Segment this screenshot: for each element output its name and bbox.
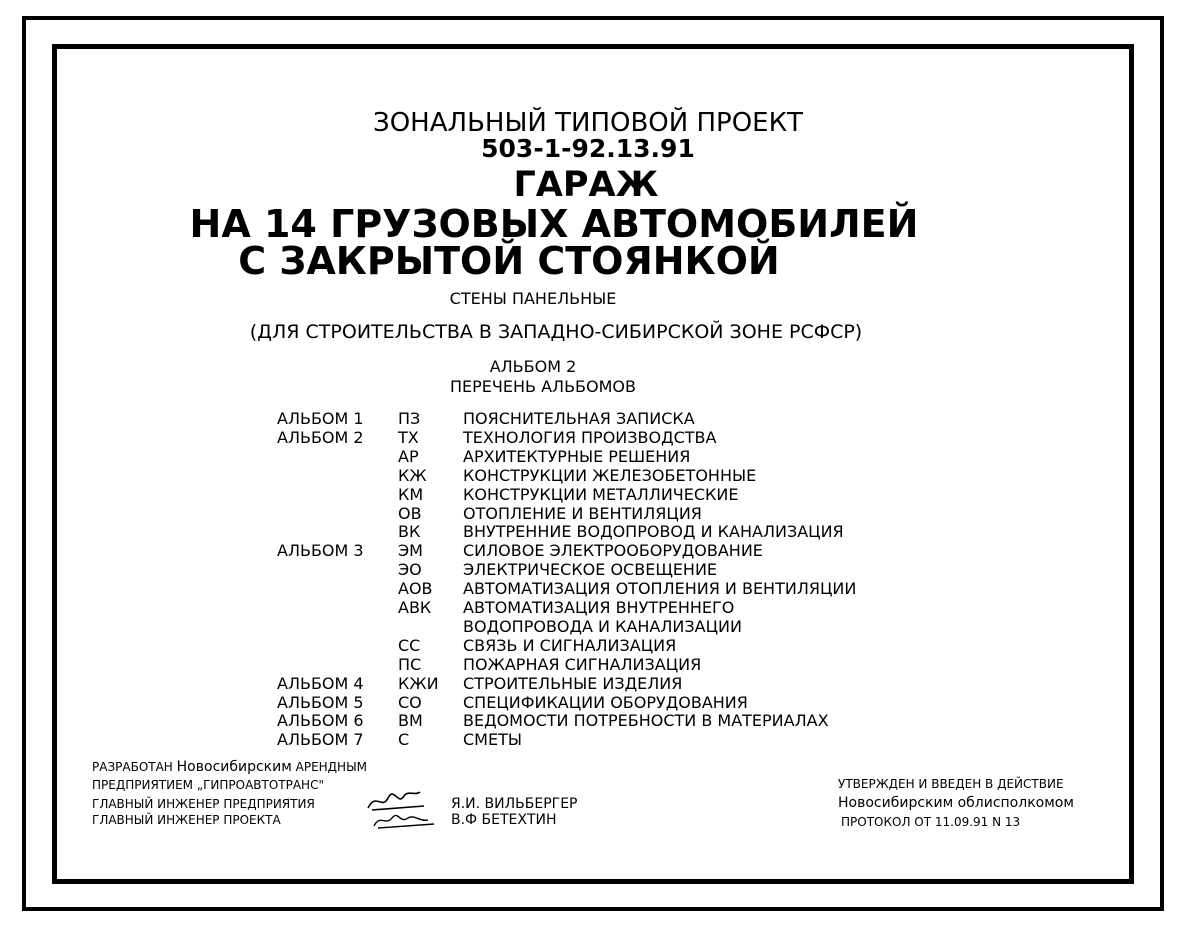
page-title: ГАРАЖ xyxy=(513,165,659,205)
chief-engineer-enterprise: ГЛАВНЫЙ ИНЖЕНЕР ПРЕДПРИЯТИЯ xyxy=(92,797,315,811)
table-row xyxy=(0,560,1184,579)
name-cell: ЭЛЕКТРИЧЕСКОЕ ОСВЕЩЕНИЕ xyxy=(463,560,718,580)
developed-org: Новосибирским xyxy=(176,759,292,775)
album-list-title: ПЕРЕЧЕНЬ АЛЬБОМОВ xyxy=(450,377,636,396)
code-cell: ПЗ xyxy=(398,409,421,428)
code-cell: ОВ xyxy=(398,503,422,523)
album-cell: АЛЬБОМ 7 xyxy=(277,730,364,750)
name-cell: ПОЯСНИТЕЛЬНАЯ ЗАПИСКА xyxy=(463,409,695,428)
table-row xyxy=(0,730,1184,749)
code-cell: ПС xyxy=(398,654,422,674)
name-cell: ВНУТРЕННИЕ ВОДОПРОВОД И КАНАЛИЗАЦИЯ xyxy=(463,522,844,542)
table-row xyxy=(0,522,1184,541)
title-line-3: С ЗАКРЫТОЙ СТОЯНКОЙ xyxy=(238,239,780,283)
enterprise-line: ПРЕДПРИЯТИЕМ „ГИПРОАВТОТРАНС" xyxy=(92,778,324,792)
code-cell: КЖИ xyxy=(398,673,439,693)
name-cell: ВОДОПРОВОДА И КАНАЛИЗАЦИИ xyxy=(463,616,742,636)
album-cell: АЛЬБОМ 2 xyxy=(277,427,364,447)
table-row xyxy=(0,617,1184,636)
protocol-line: ПРОТОКОЛ ОТ 11.09.91 N 13 xyxy=(841,815,1021,829)
project-type: ЗОНАЛЬНЫЙ ТИПОВОЙ ПРОЕКТ xyxy=(373,108,803,138)
album-cell: АЛЬБОМ 5 xyxy=(277,692,364,712)
name-cell: АВТОМАТИЗАЦИЯ ОТОПЛЕНИЯ И ВЕНТИЛЯЦИИ xyxy=(463,579,857,599)
album-cell: АЛЬБОМ 6 xyxy=(277,711,364,731)
table-row xyxy=(0,409,1184,428)
code-cell: АОВ xyxy=(398,579,433,599)
project-code: 503-1-92.13.91 xyxy=(481,134,695,163)
name-cell: СВЯЗЬ И СИГНАЛИЗАЦИЯ xyxy=(463,635,677,655)
signatures-image xyxy=(364,786,440,830)
developed-suffix: АРЕНДНЫМ xyxy=(295,760,368,774)
developed-line xyxy=(92,760,367,774)
table-row xyxy=(0,579,1184,598)
approving-authority: Новосибирским облисполкомом xyxy=(838,795,1074,811)
code-cell: ЭМ xyxy=(398,541,423,561)
name-cell: СТРОИТЕЛЬНЫЕ ИЗДЕЛИЯ xyxy=(463,673,683,693)
code-cell: СО xyxy=(398,692,422,712)
title-line-2: НА 14 ГРУЗОВЫХ АВТОМОБИЛЕЙ xyxy=(189,202,919,246)
album-cell: АЛЬБОМ 4 xyxy=(277,673,364,693)
code-cell: ВМ xyxy=(398,711,423,731)
chief-engineer-project-name: В.Ф БЕТЕХТИН xyxy=(451,812,557,828)
table-row xyxy=(0,447,1184,466)
name-cell: СПЕЦИФИКАЦИИ ОБОРУДОВАНИЯ xyxy=(463,692,748,712)
approved-line: УТВЕРЖДЕН И ВВЕДЕН В ДЕЙСТВИЕ xyxy=(838,777,1064,791)
table-row xyxy=(0,674,1184,693)
name-cell: ОТОПЛЕНИЕ И ВЕНТИЛЯЦИЯ xyxy=(463,503,702,523)
name-cell: СИЛОВОЕ ЭЛЕКТРООБОРУДОВАНИЕ xyxy=(463,541,763,561)
table-row xyxy=(0,636,1184,655)
name-cell: АРХИТЕКТУРНЫЕ РЕШЕНИЯ xyxy=(463,446,691,466)
album-number: АЛЬБОМ 2 xyxy=(489,357,577,376)
code-cell: КМ xyxy=(398,484,424,504)
developed-prefix: РАЗРАБОТАН xyxy=(92,760,173,774)
table-row xyxy=(0,504,1184,523)
table-row xyxy=(0,466,1184,485)
chief-engineer-project: ГЛАВНЫЙ ИНЖЕНЕР ПРОЕКТА xyxy=(92,813,281,827)
name-cell: СМЕТЫ xyxy=(463,730,522,750)
album-cell: АЛЬБОМ 3 xyxy=(277,541,364,561)
table-row xyxy=(0,711,1184,730)
chief-engineer-enterprise-name: Я.И. ВИЛЬБЕРГЕР xyxy=(451,796,578,812)
name-cell: ПОЖАРНАЯ СИГНАЛИЗАЦИЯ xyxy=(463,654,702,674)
table-row xyxy=(0,485,1184,504)
table-row xyxy=(0,541,1184,560)
table-row xyxy=(0,693,1184,712)
construction-zone: (ДЛЯ СТРОИТЕЛЬСТВА В ЗАПАДНО-СИБИРСКОЙ ЗОНЕ РСФСР) xyxy=(249,321,863,343)
code-cell: АР xyxy=(398,446,419,466)
name-cell: ТЕХНОЛОГИЯ ПРОИЗВОДСТВА xyxy=(463,427,717,447)
table-row xyxy=(0,655,1184,674)
code-cell: ТХ xyxy=(398,427,419,447)
table-row xyxy=(0,428,1184,447)
name-cell: КОНСТРУКЦИИ ЖЕЛЕЗОБЕТОННЫЕ xyxy=(463,465,757,485)
code-cell: ВК xyxy=(398,522,421,542)
code-cell: С xyxy=(398,730,410,750)
code-cell: КЖ xyxy=(398,465,427,485)
name-cell: ВЕДОМОСТИ ПОТРЕБНОСТИ В МАТЕРИАЛАХ xyxy=(463,711,829,731)
table-row xyxy=(0,598,1184,617)
name-cell: КОНСТРУКЦИИ МЕТАЛЛИЧЕСКИЕ xyxy=(463,484,739,504)
walls-subtitle: СТЕНЫ ПАНЕЛЬНЫЕ xyxy=(449,289,617,308)
code-cell: ЭО xyxy=(398,560,422,580)
name-cell: АВТОМАТИЗАЦИЯ ВНУТРЕННЕГО xyxy=(463,598,735,617)
code-cell: АВК xyxy=(398,598,432,617)
album-cell: АЛЬБОМ 1 xyxy=(277,409,364,428)
code-cell: СС xyxy=(398,635,421,655)
